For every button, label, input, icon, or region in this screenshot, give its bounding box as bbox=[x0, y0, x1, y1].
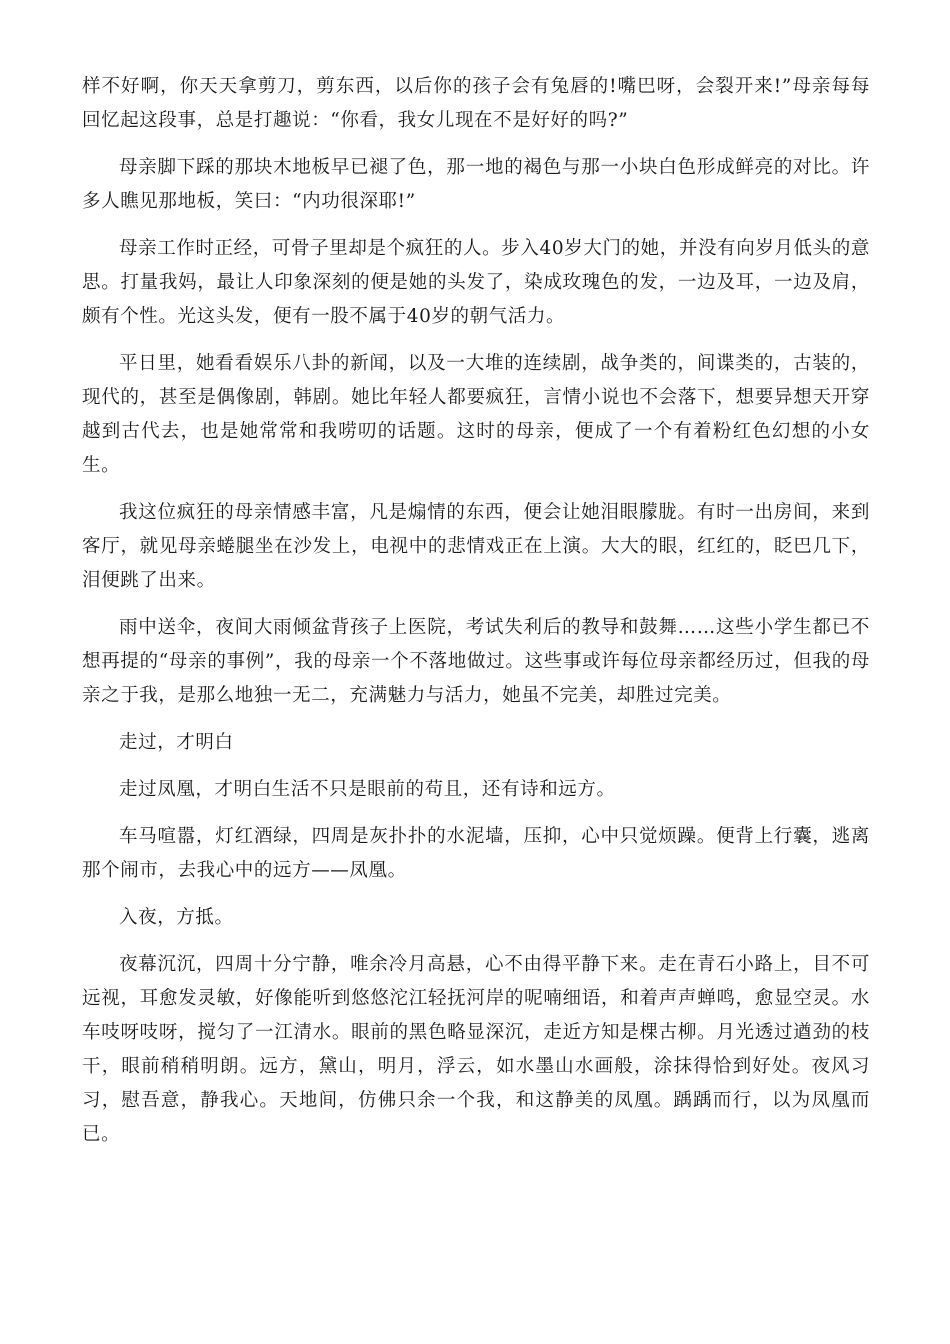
paragraph-night-scene: 夜幕沉沉，四周十分宁静，唯余冷月高悬，心不由得平静下来。走在青石小路上，目不可远视，耳愈发灵敏，好像能听到悠悠沱江轻抚河岸的呢喃细语，和着声声蝉鸣，愈显空灵。水车吱呀吱呀，搅匀了一江清水。眼前的黑色略显深沉，走近方知是棵古柳。月光透过遒劲的枝干，眼前稍稍明朗。远方，黛山，明月，浮云，如水墨山水画般，涂抹得恰到好处。夜风习习，慰吾意，静我心。天地间，仿佛只余一个我，和这静美的凤凰。踽踽而行，以为凤凰而已。 bbox=[82, 954, 870, 1145]
paragraph-continuation: 样不好啊，你天天拿剪刀，剪东西，以后你的孩子会有兔唇的!嘴巴呀，会裂开来!”母亲每每回忆起这段事，总是打趣说：“你看，我女儿现在不是好好的吗?” bbox=[82, 76, 870, 131]
paragraph-hair: 母亲工作时正经，可骨子里却是个疯狂的人。步入40岁大门的她，并没有向岁月低头的意思。打量我妈，最让人印象深刻的便是她的头发了，染成玫瑰色的发，一边及耳，一边及肩，颇有个性。光这头发，便有一股不属于40岁的朝气活力。 bbox=[82, 238, 870, 327]
paragraph-dramas: 平日里，她看看娱乐八卦的新闻，以及一大堆的连续剧，战争类的，间谍类的，古装的，现代的，甚至是偶像剧，韩剧。她比年轻人都要疯狂，言情小说也不会落下，想要异想天开穿越到古代去，也是她常常和我唠叨的话题。这时的母亲，便成了一个有着粉红色幻想的小女生。 bbox=[82, 353, 870, 476]
paragraph-emotions: 我这位疯狂的母亲情感丰富，凡是煽情的东西，便会让她泪眼朦胧。有时一出房间，来到客厅，就见母亲蜷腿坐在沙发上，电视中的悲情戏正在上演。大大的眼，红红的，眨巴几下，泪便跳了出来。 bbox=[82, 502, 870, 591]
document-page bbox=[82, 70, 870, 1165]
paragraph-fenghuang-intro: 走过凤凰，才明白生活不只是眼前的苟且，还有诗和远方。 bbox=[119, 779, 616, 800]
essay-title: 走过，才明白 bbox=[119, 732, 234, 753]
paragraph-arrival: 入夜，方抵。 bbox=[119, 907, 234, 928]
paragraph-floor: 母亲脚下踩的那块木地板早已褪了色，那一地的褐色与那一小块白色形成鲜亮的对比。许多人瞧见那地板，笑曰：“内功很深耶!” bbox=[82, 157, 870, 212]
paragraph-mother-deeds: 雨中送伞，夜间大雨倾盆背孩子上医院，考试失利后的教导和鼓舞……这些小学生都已不想再提的“母亲的事例”，我的母亲一个不落地做过。这些事或许每位母亲都经历过，但我的母亲之于我，是那么地独一无二，充满魅力与活力，她虽不完美，却胜过完美。 bbox=[82, 617, 870, 706]
paragraph-city-escape: 车马喧嚣，灯红酒绿，四周是灰扑扑的水泥墙，压抑，心中只觉烦躁。便背上行囊，逃离那个闹市，去我心中的远方——凤凰。 bbox=[82, 826, 870, 881]
